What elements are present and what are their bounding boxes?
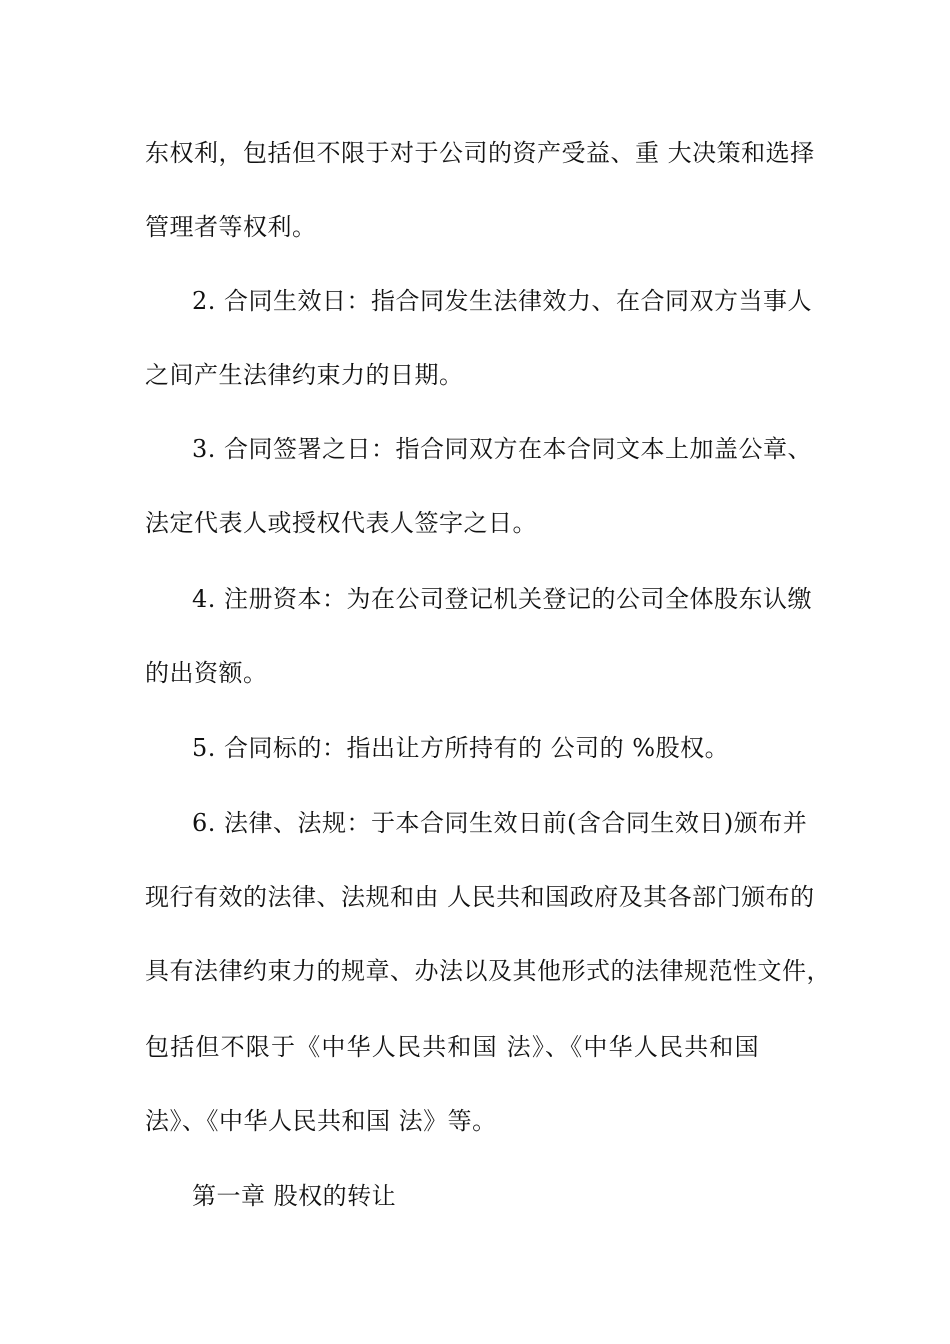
- text-line-13: 包括但不限于《中华人民共和国 法》、《中华人民共和国: [145, 1033, 760, 1061]
- text-line-11: 现行有效的法律、法规和由 人民共和国政府及其各部门颁布的: [145, 883, 815, 911]
- text-line-9: 5. 合同标的：指出让方所持有的 公司的 %股权。: [192, 734, 730, 762]
- text-line-1: 东权利，包括但不限于对于公司的资产受益、重 大决策和选择: [145, 139, 815, 167]
- text-line-2: 管理者等权利。: [145, 213, 317, 241]
- text-line-10: 6. 法律、法规：于本合同生效日前(含合同生效日)颁布并: [192, 809, 808, 837]
- chapter-heading: 第一章 股权的转让: [192, 1182, 397, 1210]
- text-line-4: 之间产生法律约束力的日期。: [145, 361, 464, 389]
- text-line-12: 具有法律约束力的规章、办法以及其他形式的法律规范性文件，: [145, 957, 831, 985]
- text-line-7: 4. 注册资本：为在公司登记机关登记的公司全体股东认缴: [192, 585, 813, 613]
- text-line-6: 法定代表人或授权代表人签字之日。: [145, 509, 537, 537]
- text-line-8: 的出资额。: [145, 659, 268, 687]
- text-line-14: 法》、《中华人民共和国 法》等。: [145, 1107, 497, 1135]
- text-line-5: 3. 合同签署之日：指合同双方在本合同文本上加盖公章、: [192, 435, 813, 463]
- text-line-3: 2. 合同生效日：指合同发生法律效力、在合同双方当事人: [192, 287, 813, 315]
